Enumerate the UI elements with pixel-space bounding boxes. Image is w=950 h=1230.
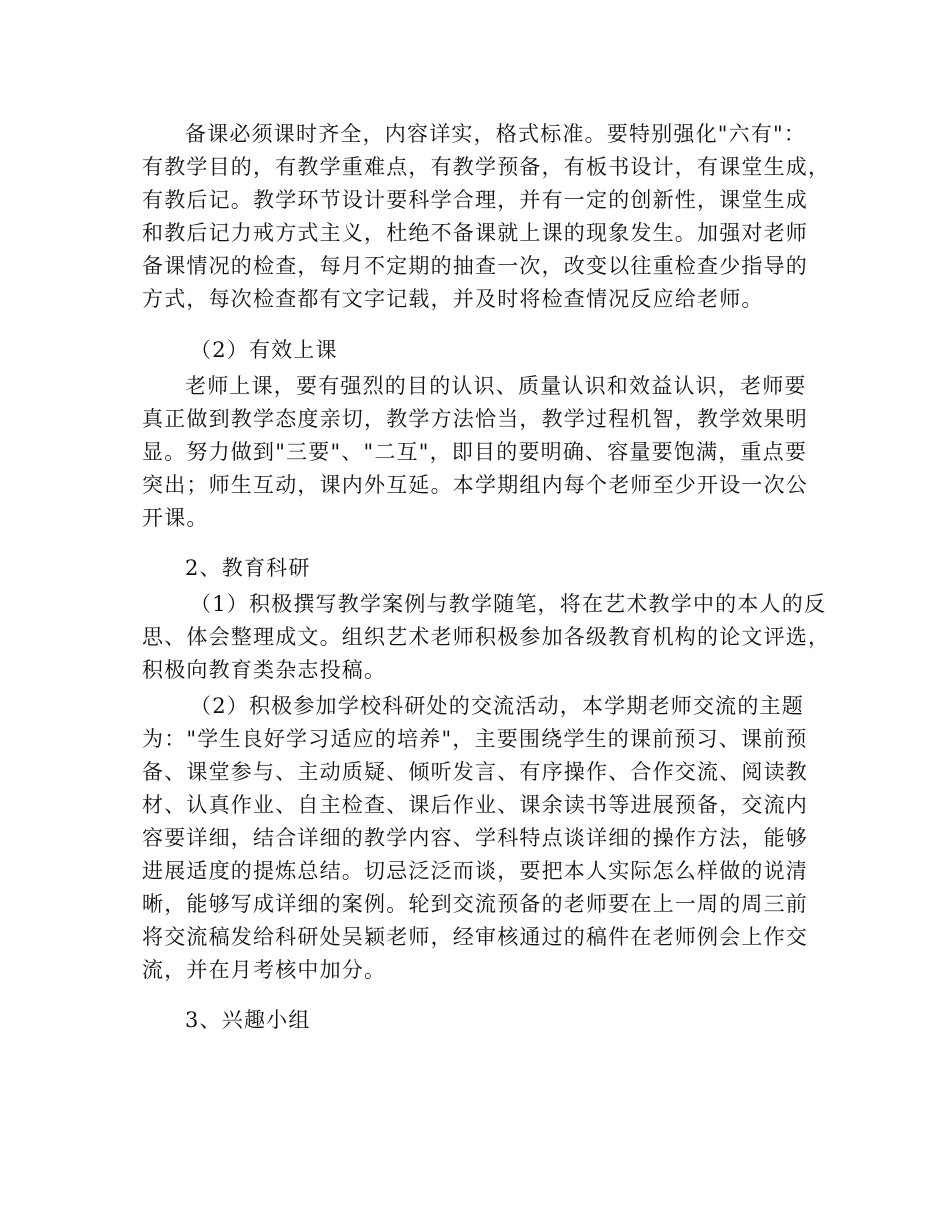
paragraph-line: 积极向教育类杂志投稿。 (142, 658, 387, 682)
paragraph-line: 方式，每次检查都有文字记载，并及时将检查情况反应给老师。 (142, 287, 764, 311)
paragraph-line: 备课必须课时齐全，内容详实，格式标准。要特别强化"六有"： (185, 122, 807, 146)
paragraph-line: 材、认真作业、自主检查、课后作业、课余读书等进展预备，交流内 (142, 793, 808, 817)
paragraph-line: 有教后记。教学环节设计要科学合理，并有一定的创新性，课堂生成 (142, 188, 808, 212)
paragraph-line: 容要详细，结合详细的教学内容、学科特点谈详细的操作方法，能够 (142, 826, 808, 850)
paragraph-line: 流，并在月考核中加分。 (142, 958, 387, 982)
paragraph-line: 为："学生良好学习适应的培养"，主要围绕学生的课前预习、课前预 (142, 727, 808, 751)
section-subheading: （2）有效上课 (190, 338, 338, 362)
paragraph-line: 备、课堂参与、主动质疑、倾听发言、有序操作、合作交流、阅读教 (142, 760, 808, 784)
paragraph-line: 显。努力做到"三要"、"二互"，即目的要明确、容量要饱满，重点要 (142, 440, 808, 464)
paragraph-line: 进展适度的提炼总结。切忌泛泛而谈，要把本人实际怎么样做的说清 (142, 859, 808, 883)
paragraph-line: 真正做到教学态度亲切，教学方法恰当，教学过程机智，教学效果明 (142, 407, 808, 431)
paragraph-line: 备课情况的检查，每月不定期的抽查一次，改变以往重检查少指导的 (142, 254, 808, 278)
paragraph-line: 突出；师生互动，课内外互延。本学期组内每个老师至少开设一次公 (142, 473, 808, 497)
paragraph-line: （1）积极撰写教学案例与教学随笔，将在艺术教学中的本人的反 (190, 592, 827, 616)
paragraph-line: 和教后记力戒方式主义，杜绝不备课就上课的现象发生。加强对老师 (142, 221, 808, 245)
paragraph-line: 思、体会整理成文。组织艺术老师积极参加各级教育机构的论文评选， (142, 625, 831, 649)
section-heading: 3、兴趣小组 (185, 1008, 311, 1032)
paragraph-line: 晰，能够写成详细的案例。轮到交流预备的老师要在上一周的周三前 (142, 892, 808, 916)
paragraph-line: 有教学目的，有教学重难点，有教学预备，有板书设计，有课堂生成， (142, 155, 831, 179)
paragraph-line: 将交流稿发给科研处吴颖老师，经审核通过的稿件在老师例会上作交 (142, 925, 808, 949)
paragraph-line: 开课。 (142, 506, 209, 530)
paragraph-line: 老师上课，要有强烈的目的认识、质量认识和效益认识，老师要 (185, 374, 807, 398)
paragraph-line: （2）积极参加学校科研处的交流活动，本学期老师交流的主题 (190, 694, 804, 718)
section-heading: 2、教育科研 (185, 556, 311, 580)
